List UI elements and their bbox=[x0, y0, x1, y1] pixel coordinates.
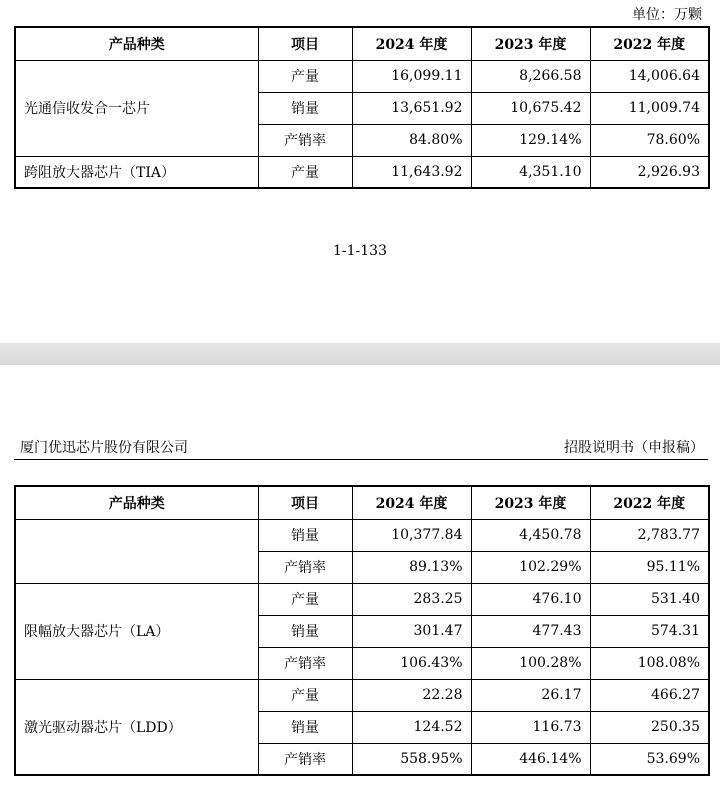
header-divider bbox=[14, 459, 708, 460]
item-cell: 产销率 bbox=[258, 743, 352, 775]
product-category-cell bbox=[15, 519, 258, 583]
value-2024-cell: 106.43% bbox=[352, 647, 471, 679]
value-2023-cell: 8,266.58 bbox=[471, 60, 590, 92]
value-2022-cell: 14,006.64 bbox=[590, 60, 709, 92]
value-2024-cell: 301.47 bbox=[352, 615, 471, 647]
value-2022-cell: 53.69% bbox=[590, 743, 709, 775]
company-name: 厦门优迅芯片股份有限公司 bbox=[20, 440, 188, 456]
production-sales-table-bottom bbox=[14, 485, 710, 776]
value-2023-cell: 4,351.10 bbox=[471, 156, 590, 188]
value-2022-cell: 2,926.93 bbox=[590, 156, 709, 188]
table-header-row bbox=[15, 27, 709, 60]
value-2022-cell: 250.35 bbox=[590, 711, 709, 743]
value-2024-cell: 16,099.11 bbox=[352, 60, 471, 92]
table-row bbox=[15, 60, 709, 92]
item-cell: 产销率 bbox=[258, 551, 352, 583]
table-row bbox=[15, 679, 709, 711]
table-row bbox=[15, 583, 709, 615]
item-cell: 销量 bbox=[258, 711, 352, 743]
table-row bbox=[15, 156, 709, 188]
production-sales-table-top bbox=[14, 26, 710, 189]
page-gap bbox=[0, 343, 720, 365]
table-row bbox=[15, 519, 709, 551]
document-title: 招股说明书（申报稿） bbox=[564, 440, 704, 456]
col-header-2022: 2022 年度 bbox=[590, 486, 709, 519]
table-header-row bbox=[15, 486, 709, 519]
value-2022-cell: 531.40 bbox=[590, 583, 709, 615]
col-header-product: 产品种类 bbox=[15, 27, 258, 60]
value-2022-cell: 574.31 bbox=[590, 615, 709, 647]
value-2024-cell: 283.25 bbox=[352, 583, 471, 615]
value-2022-cell: 95.11% bbox=[590, 551, 709, 583]
col-header-item: 项目 bbox=[258, 486, 352, 519]
value-2023-cell: 26.17 bbox=[471, 679, 590, 711]
value-2022-cell: 108.08% bbox=[590, 647, 709, 679]
product-category-cell: 激光驱动器芯片（LDD） bbox=[15, 679, 258, 775]
col-header-2024: 2024 年度 bbox=[352, 486, 471, 519]
value-2023-cell: 116.73 bbox=[471, 711, 590, 743]
item-cell: 产量 bbox=[258, 583, 352, 615]
product-category-cell: 限幅放大器芯片（LA） bbox=[15, 583, 258, 679]
value-2024-cell: 11,643.92 bbox=[352, 156, 471, 188]
page-number: 1-1-133 bbox=[333, 243, 387, 259]
value-2024-cell: 558.95% bbox=[352, 743, 471, 775]
value-2023-cell: 100.28% bbox=[471, 647, 590, 679]
item-cell: 销量 bbox=[258, 615, 352, 647]
item-cell: 销量 bbox=[258, 92, 352, 124]
value-2024-cell: 10,377.84 bbox=[352, 519, 471, 551]
col-header-2023: 2023 年度 bbox=[471, 486, 590, 519]
item-cell: 产量 bbox=[258, 679, 352, 711]
value-2022-cell: 11,009.74 bbox=[590, 92, 709, 124]
value-2024-cell: 124.52 bbox=[352, 711, 471, 743]
value-2024-cell: 84.80% bbox=[352, 124, 471, 156]
col-header-2022: 2022 年度 bbox=[590, 27, 709, 60]
value-2023-cell: 10,675.42 bbox=[471, 92, 590, 124]
item-cell: 产量 bbox=[258, 156, 352, 188]
value-2024-cell: 22.28 bbox=[352, 679, 471, 711]
value-2023-cell: 476.10 bbox=[471, 583, 590, 615]
value-2023-cell: 102.29% bbox=[471, 551, 590, 583]
value-2023-cell: 4,450.78 bbox=[471, 519, 590, 551]
item-cell: 销量 bbox=[258, 519, 352, 551]
item-cell: 产销率 bbox=[258, 124, 352, 156]
product-category-cell: 跨阻放大器芯片（TIA） bbox=[15, 156, 258, 188]
col-header-2023: 2023 年度 bbox=[471, 27, 590, 60]
value-2022-cell: 78.60% bbox=[590, 124, 709, 156]
product-category-cell: 光通信收发合一芯片 bbox=[15, 60, 258, 156]
value-2022-cell: 466.27 bbox=[590, 679, 709, 711]
item-cell: 产量 bbox=[258, 60, 352, 92]
value-2023-cell: 129.14% bbox=[471, 124, 590, 156]
value-2023-cell: 446.14% bbox=[471, 743, 590, 775]
value-2024-cell: 89.13% bbox=[352, 551, 471, 583]
col-header-item: 项目 bbox=[258, 27, 352, 60]
item-cell: 产销率 bbox=[258, 647, 352, 679]
value-2023-cell: 477.43 bbox=[471, 615, 590, 647]
unit-label: 单位：万颗 bbox=[632, 7, 702, 23]
col-header-product: 产品种类 bbox=[15, 486, 258, 519]
col-header-2024: 2024 年度 bbox=[352, 27, 471, 60]
value-2022-cell: 2,783.77 bbox=[590, 519, 709, 551]
value-2024-cell: 13,651.92 bbox=[352, 92, 471, 124]
